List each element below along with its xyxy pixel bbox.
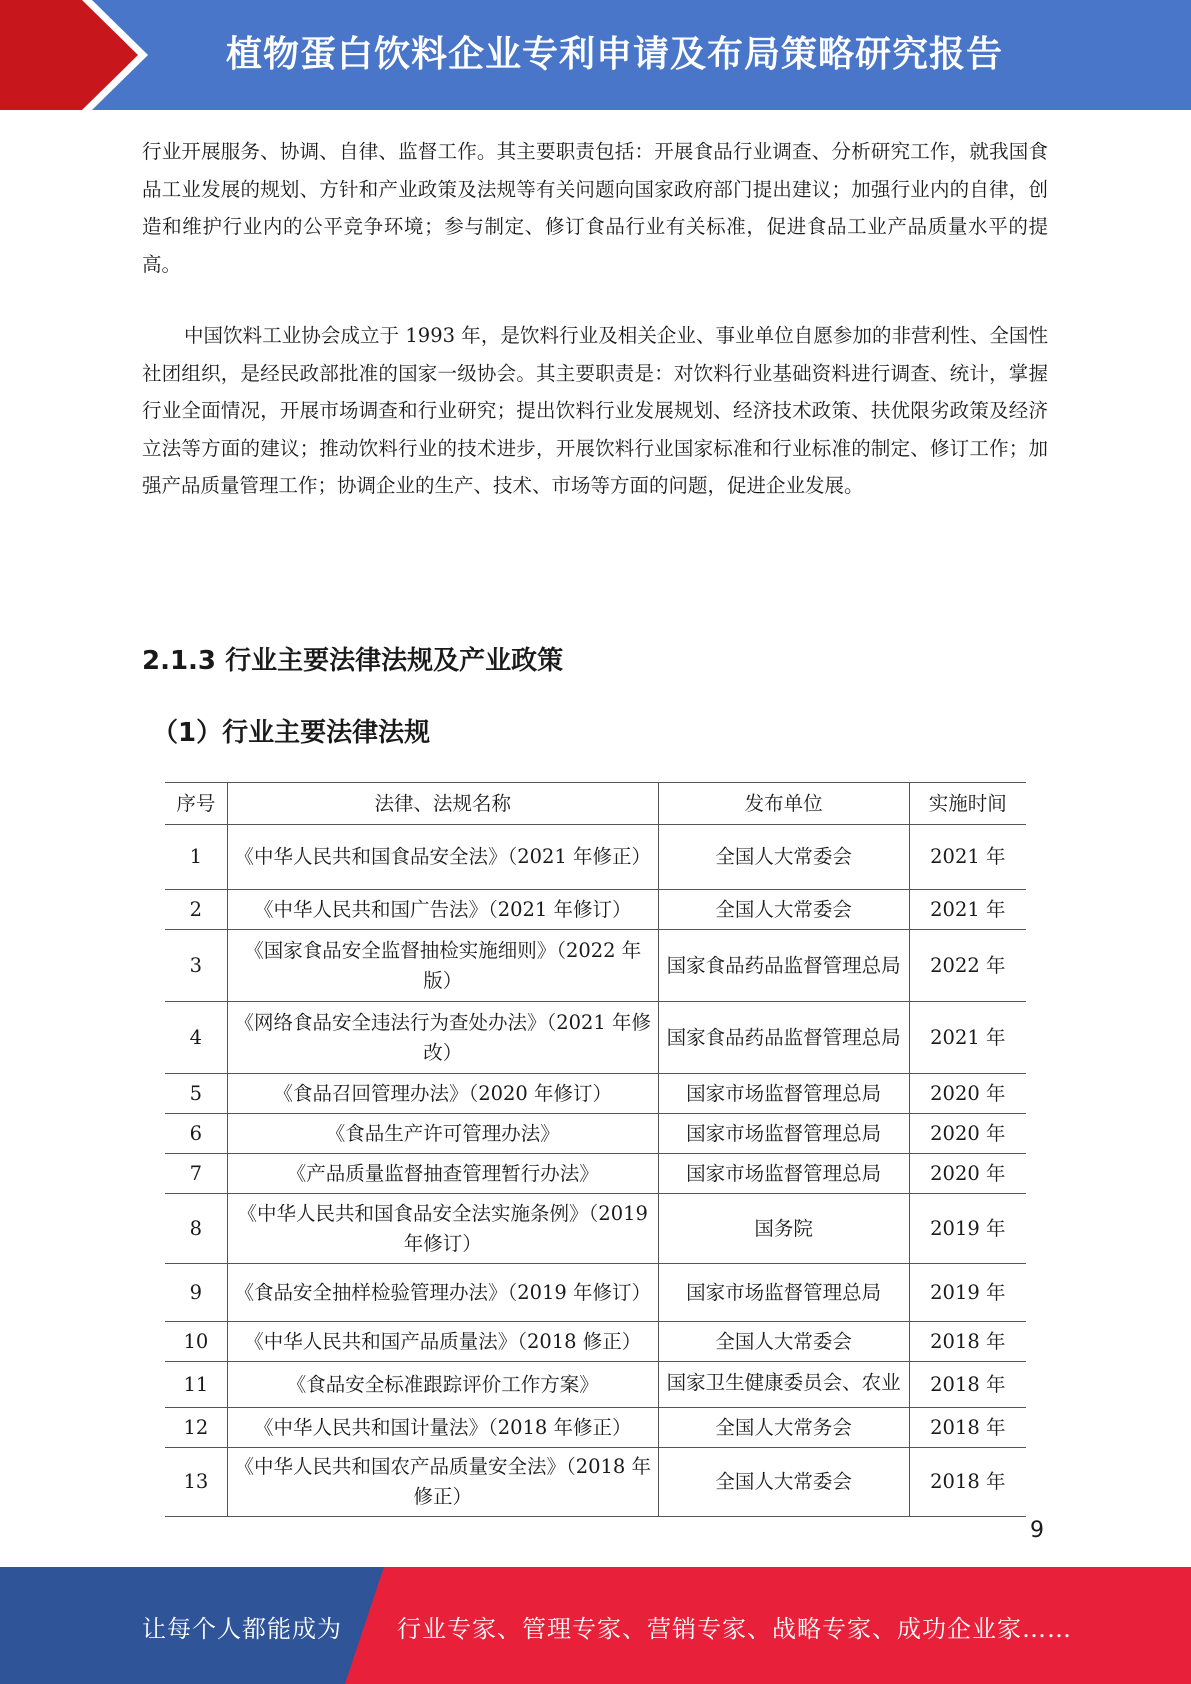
row-no: 12 [165, 1408, 227, 1448]
header-red-chevron [0, 0, 150, 110]
row-name: 《中华人民共和国食品安全法实施条例》（2019 年修订） [227, 1194, 658, 1264]
row-issuer: 全国人大常委会 [658, 825, 909, 890]
row-date: 2021 年 [909, 1002, 1026, 1074]
row-date: 2019 年 [909, 1264, 1026, 1322]
row-date: 2020 年 [909, 1154, 1026, 1194]
row-issuer: 全国人大常委会 [658, 1448, 909, 1517]
paragraph-2-text: 中国饮料工业协会成立于 1993 年，是饮料行业及相关企业、事业单位自愿参加的非营利性、全国性社团组织，是经民政部批准的国家一级协会。其主要职责是：对饮料行业基础资料进行调查、统计，掌握行业全面情况，开展市场调查和行业研究；提出饮料行业发展规划、经济技术政策、扶优限劣政策及经济立法等方面的建议；推动饮料行业的技术进步，开展饮料行业国家标准和行业标准的制定、修订工作；加强产品质量管理工作；协调企业的生产、技术、市场等方面的问题，促进企业发展。 [142, 324, 1048, 497]
subsection-heading: （1）行业主要法律法规 [152, 718, 431, 748]
footer-slogan-left: 让每个人都能成为 [142, 1615, 342, 1643]
row-issuer: 国务院 [658, 1194, 909, 1264]
row-name: 《网络食品安全违法行为查处办法》（2021 年修改） [227, 1002, 658, 1074]
row-issuer: 国家食品药品监督管理总局 [658, 930, 909, 1002]
row-no: 10 [165, 1322, 227, 1362]
row-issuer [658, 1362, 909, 1408]
row-date: 2021 年 [909, 890, 1026, 930]
row-issuer: 全国人大常委会 [658, 1322, 909, 1362]
row-issuer-clipped: 国家卫生健康委员会、农业 [666, 1370, 901, 1394]
row-name: 《食品安全抽样检验管理办法》（2019 年修订） [227, 1264, 658, 1322]
header-no: 序号 [165, 783, 227, 825]
header-date: 实施时间 [909, 783, 1026, 825]
table-row [165, 1002, 1026, 1074]
row-name: 《中华人民共和国农产品质量安全法》（2018 年修正） [227, 1448, 658, 1517]
row-date: 2019 年 [909, 1194, 1026, 1264]
row-name: 《中华人民共和国计量法》（2018 年修正） [227, 1408, 658, 1448]
header-issuer: 发布单位 [658, 783, 909, 825]
row-no: 8 [165, 1194, 227, 1264]
row-date: 2021 年 [909, 825, 1026, 890]
table-row [165, 1362, 1026, 1408]
table-row [165, 1114, 1026, 1154]
row-no: 1 [165, 825, 227, 890]
table-row [165, 825, 1026, 890]
table-row [165, 1194, 1026, 1264]
row-name: 《食品安全标准跟踪评价工作方案》 [227, 1362, 658, 1408]
paragraph-1-text: 行业开展服务、协调、自律、监督工作。其主要职责包括：开展食品行业调查、分析研究工作，就我国食品工业发展的规划、方针和产业政策及法规等有关问题向国家政府部门提出建议；加强行业内的自律，创造和维护行业内的公平竞争环境；参与制定、修订食品行业有关标准，促进食品工业产品质量水平的提高。 [142, 140, 1048, 276]
section-heading: 2.1.3 行业主要法律法规及产业政策 [142, 646, 564, 676]
row-no: 9 [165, 1264, 227, 1322]
row-name: 《中华人民共和国产品质量法》（2018 修正） [227, 1322, 658, 1362]
row-name: 《食品召回管理办法》（2020 年修订） [227, 1074, 658, 1114]
row-issuer: 国家市场监督管理总局 [658, 1264, 909, 1322]
report-title: 植物蛋白饮料企业专利申请及布局策略研究报告 [226, 34, 1004, 75]
row-no: 5 [165, 1074, 227, 1114]
paragraph-1 [142, 133, 1048, 283]
row-name: 《中华人民共和国广告法》（2021 年修订） [227, 890, 658, 930]
row-issuer: 国家食品药品监督管理总局 [658, 1002, 909, 1074]
row-date: 2018 年 [909, 1448, 1026, 1517]
row-issuer: 全国人大常务会 [658, 1408, 909, 1448]
row-name: 《中华人民共和国食品安全法》（2021 年修正） [227, 825, 658, 890]
row-date: 2022 年 [909, 930, 1026, 1002]
table-row [165, 1322, 1026, 1362]
row-no: 6 [165, 1114, 227, 1154]
row-no: 4 [165, 1002, 227, 1074]
laws-table [165, 782, 1026, 1517]
row-no: 2 [165, 890, 227, 930]
row-no: 7 [165, 1154, 227, 1194]
page-footer [0, 1567, 1191, 1684]
row-date: 2018 年 [909, 1322, 1026, 1362]
row-no: 13 [165, 1448, 227, 1517]
row-name: 《食品生产许可管理办法》 [227, 1114, 658, 1154]
row-issuer: 全国人大常委会 [658, 890, 909, 930]
table-row [165, 1264, 1026, 1322]
table-row [165, 930, 1026, 1002]
page-header [0, 0, 1191, 110]
row-name: 《国家食品安全监督抽检实施细则》（2022 年版） [227, 930, 658, 1002]
table-header-row [165, 783, 1026, 825]
row-date: 2018 年 [909, 1408, 1026, 1448]
table-row [165, 1408, 1026, 1448]
footer-slogan-right: 行业专家、管理专家、营销专家、战略专家、成功企业家…… [397, 1615, 1072, 1643]
row-no: 3 [165, 930, 227, 1002]
header-name: 法律、法规名称 [227, 783, 658, 825]
row-date: 2020 年 [909, 1074, 1026, 1114]
row-date: 2018 年 [909, 1362, 1026, 1408]
table-row [165, 890, 1026, 930]
page-number: 9 [1030, 1518, 1044, 1543]
row-issuer: 国家市场监督管理总局 [658, 1154, 909, 1194]
row-issuer: 国家市场监督管理总局 [658, 1114, 909, 1154]
row-no: 11 [165, 1362, 227, 1408]
table-row [165, 1074, 1026, 1114]
row-issuer: 国家市场监督管理总局 [658, 1074, 909, 1114]
row-date: 2020 年 [909, 1114, 1026, 1154]
table-row [165, 1154, 1026, 1194]
table-row [165, 1448, 1026, 1517]
paragraph-2 [142, 317, 1048, 505]
row-name: 《产品质量监督抽查管理暂行办法》 [227, 1154, 658, 1194]
